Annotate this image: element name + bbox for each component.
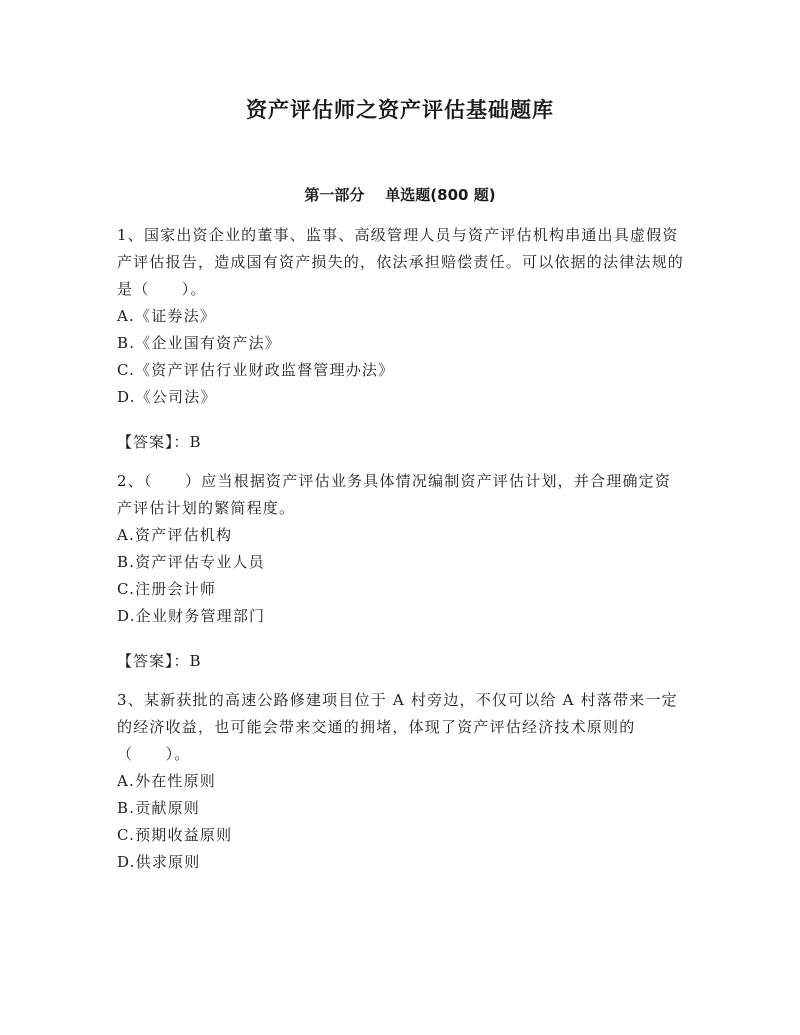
option-c: C.注册会计师: [117, 580, 217, 598]
document-title: 资产评估师之资产评估基础题库: [246, 98, 554, 122]
answer-line: [117, 648, 687, 675]
option-d: D.企业财务管理部门: [117, 607, 266, 625]
question-text: 1、国家出资企业的董事、监事、高级管理人员与资产评估机构串通出具虚假资产评估报告，造成国有资产损失的，依法承担赔偿责任。可以依据的法律法规的是（ ）。: [117, 226, 685, 298]
option-b: B.《企业国有资产法》: [117, 334, 281, 352]
option-a: A.资产评估机构: [117, 526, 233, 544]
answer-value: ：B: [173, 433, 202, 451]
option-b: B.资产评估专业人员: [117, 553, 265, 571]
option-b: B.贡献原则: [117, 799, 200, 817]
answer-label: 【答案】: [117, 433, 174, 451]
option-d: D.供求原则: [117, 853, 201, 871]
question-1: [117, 222, 687, 456]
answer-label: 【答案】: [117, 652, 174, 670]
option-list: [117, 303, 687, 411]
option-a: A.《证券法》: [117, 307, 217, 325]
option-c: C.《资产评估行业财政监督管理办法》: [117, 361, 395, 379]
option-d: D.《公司法》: [117, 388, 217, 406]
section-title: 第一部分 单选题(800 题): [304, 186, 496, 204]
answer-line: [117, 429, 687, 456]
question-text: 3、某新获批的高速公路修建项目位于 A 村旁边，不仅可以给 A 村落带来一定的经济收益，也可能会带来交通的拥堵，体现了资产评估经济技术原则的（ ）。: [117, 691, 678, 763]
option-a: A.外在性原则: [117, 772, 217, 790]
option-list: [117, 522, 687, 630]
question-text: 2、（ ）应当根据资产评估业务具体情况编制资产评估计划，并合理确定资产评估计划的繁简程度。: [117, 472, 672, 517]
answer-value: ：B: [173, 652, 202, 670]
question-list: [117, 222, 687, 876]
question-2: [117, 468, 687, 675]
option-c: C.预期收益原则: [117, 826, 233, 844]
option-list: [117, 768, 687, 876]
question-3: [117, 687, 687, 876]
